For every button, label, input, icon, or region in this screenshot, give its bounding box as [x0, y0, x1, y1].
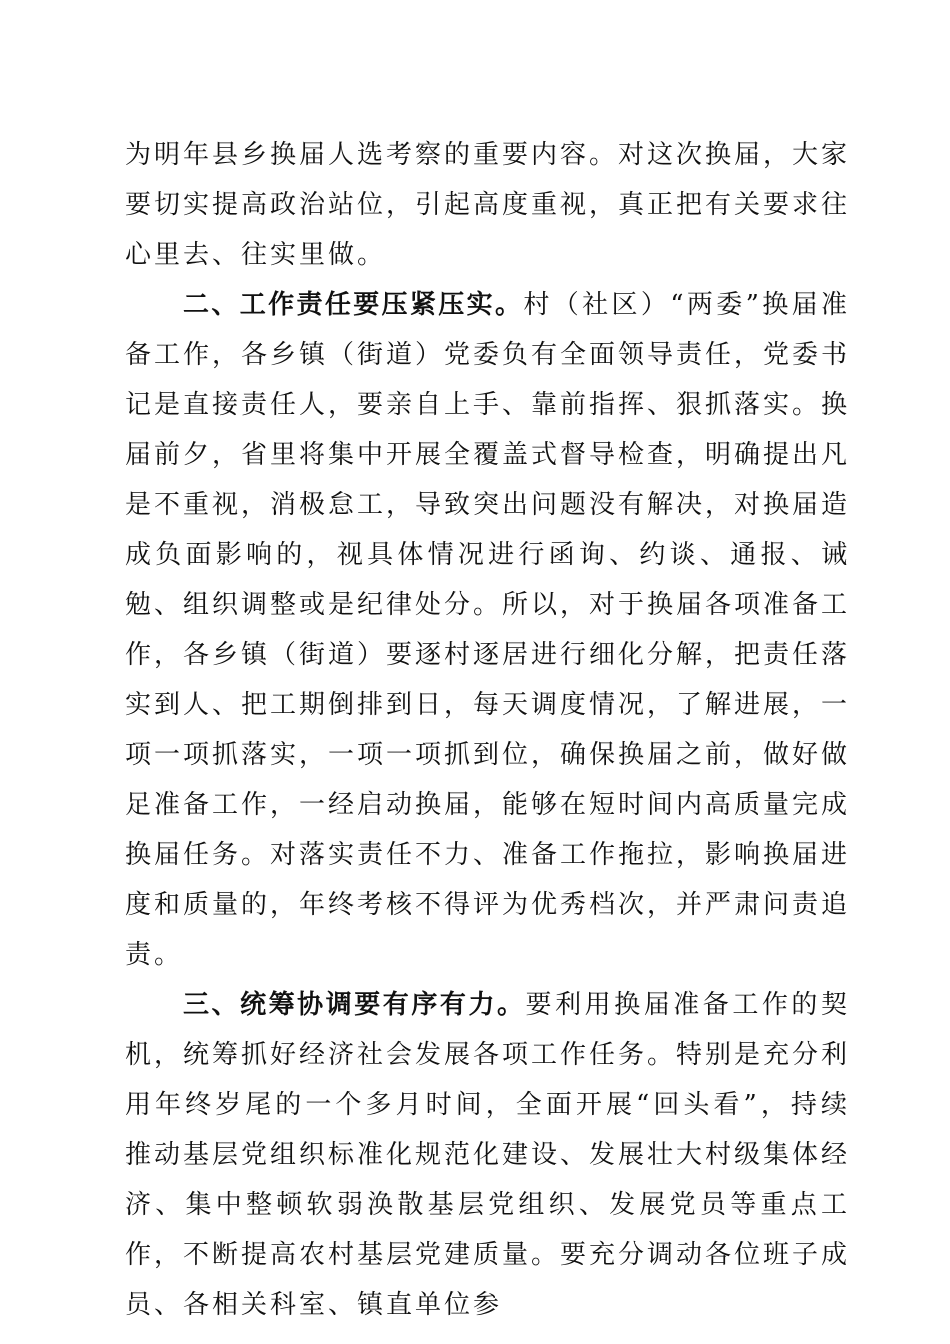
paragraph-continuation [125, 130, 850, 280]
section-heading-3: 三、统筹协调要有序有力。 [183, 990, 526, 1020]
paragraph-coordination [125, 980, 850, 1330]
document-body [125, 130, 850, 1330]
paragraph-work-responsibility [125, 280, 850, 980]
section-heading-2: 二、工作责任要压紧压实。 [183, 290, 524, 320]
paragraph-text: 村（社区）“两委”换届准备工作，各乡镇（街道）党委负有全面领导责任，党委书记是直接责任人，要亲自上手、靠前指挥、狠抓落实。换届前夕，省里将集中开展全覆盖式督导检查，明确提出凡是不重视，消极怠工，导致突出问题没有解决，对换届造成负面影响的，视具体情况进行函询、约谈、通报、诫勉、组织调整或是纪律处分。所以，对于换届各项准备工作，各乡镇（街道）要逐村逐居进行细化分解，把责任落实到人、把工期倒排到日，每天调度情况，了解进展，一项一项抓落实，一项一项抓到位，确保换届之前，做好做足准备工作，一经启动换届，能够在短时间内高质量完成换届任务。对落实责任不力、准备工作拖拉，影响换届进度和质量的，年终考核不得评为优秀档次，并严肃问责追责。 [125, 290, 851, 970]
paragraph-text: 为明年县乡换届人选考察的重要内容。对这次换届，大家要切实提高政治站位，引起高度重视，真正把有关要求往心里去、往实里做。 [125, 140, 851, 270]
paragraph-text: 要利用换届准备工作的契机，统筹抓好经济社会发展各项工作任务。特别是充分利用年终岁尾的一个多月时间，全面开展“回头看”，持续推动基层党组织标准化规范化建设、发展壮大村级集体经济、集中整顿软弱涣散基层党组织、发展党员等重点工作，不断提高农村基层党建质量。要充分调动各位班子成员、各相关科室、镇直单位参 [125, 990, 851, 1320]
